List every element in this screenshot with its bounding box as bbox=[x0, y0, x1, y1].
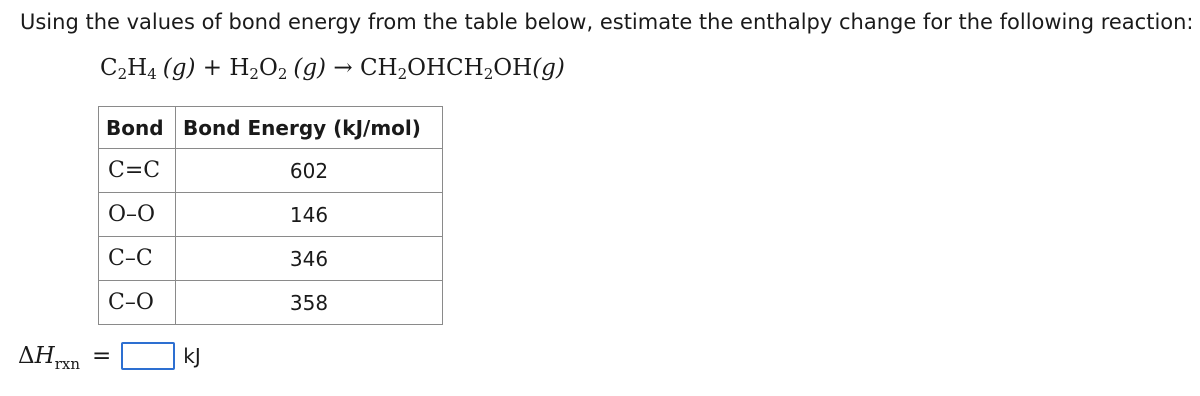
bond-cell: C–O bbox=[99, 281, 176, 325]
header-bond-energy: Bond Energy (kJ/mol) bbox=[176, 107, 443, 149]
reactant-ethylene: $C_2H_4$ (g) bbox=[100, 55, 196, 83]
bond-cell: C=C bbox=[99, 149, 176, 193]
header-bond: Bond bbox=[99, 107, 176, 149]
answer-row bbox=[18, 338, 201, 374]
delta-h-rxn-label: $\Delta H_{rxn}$ bbox=[18, 343, 80, 373]
table-row bbox=[99, 237, 443, 281]
reaction-equation bbox=[100, 52, 565, 84]
bond-energy-table bbox=[98, 106, 443, 325]
energy-cell: 602 bbox=[176, 149, 443, 193]
table-row bbox=[99, 193, 443, 237]
bond-cell: O–O bbox=[99, 193, 176, 237]
table-row bbox=[99, 281, 443, 325]
unit-label: kJ bbox=[183, 344, 201, 368]
enthalpy-answer-input[interactable] bbox=[121, 342, 175, 370]
table-header-row bbox=[99, 107, 443, 149]
product-ethylene-glycol: $CH_2OHCH_2OH(g)$ bbox=[359, 55, 565, 83]
energy-cell: 358 bbox=[176, 281, 443, 325]
bond-cell: C–C bbox=[99, 237, 176, 281]
question-text: Using the values of bond energy from the table below, estimate the enthalpy change for the following reaction: bbox=[20, 10, 1194, 34]
reaction-arrow: → bbox=[333, 55, 353, 81]
table-row bbox=[99, 149, 443, 193]
energy-cell: 346 bbox=[176, 237, 443, 281]
equals-sign: = bbox=[91, 343, 112, 369]
plus-sign: + bbox=[202, 55, 223, 81]
energy-cell: 146 bbox=[176, 193, 443, 237]
reactant-hydrogen-peroxide: $H_2O_2$ (g) bbox=[229, 55, 327, 83]
